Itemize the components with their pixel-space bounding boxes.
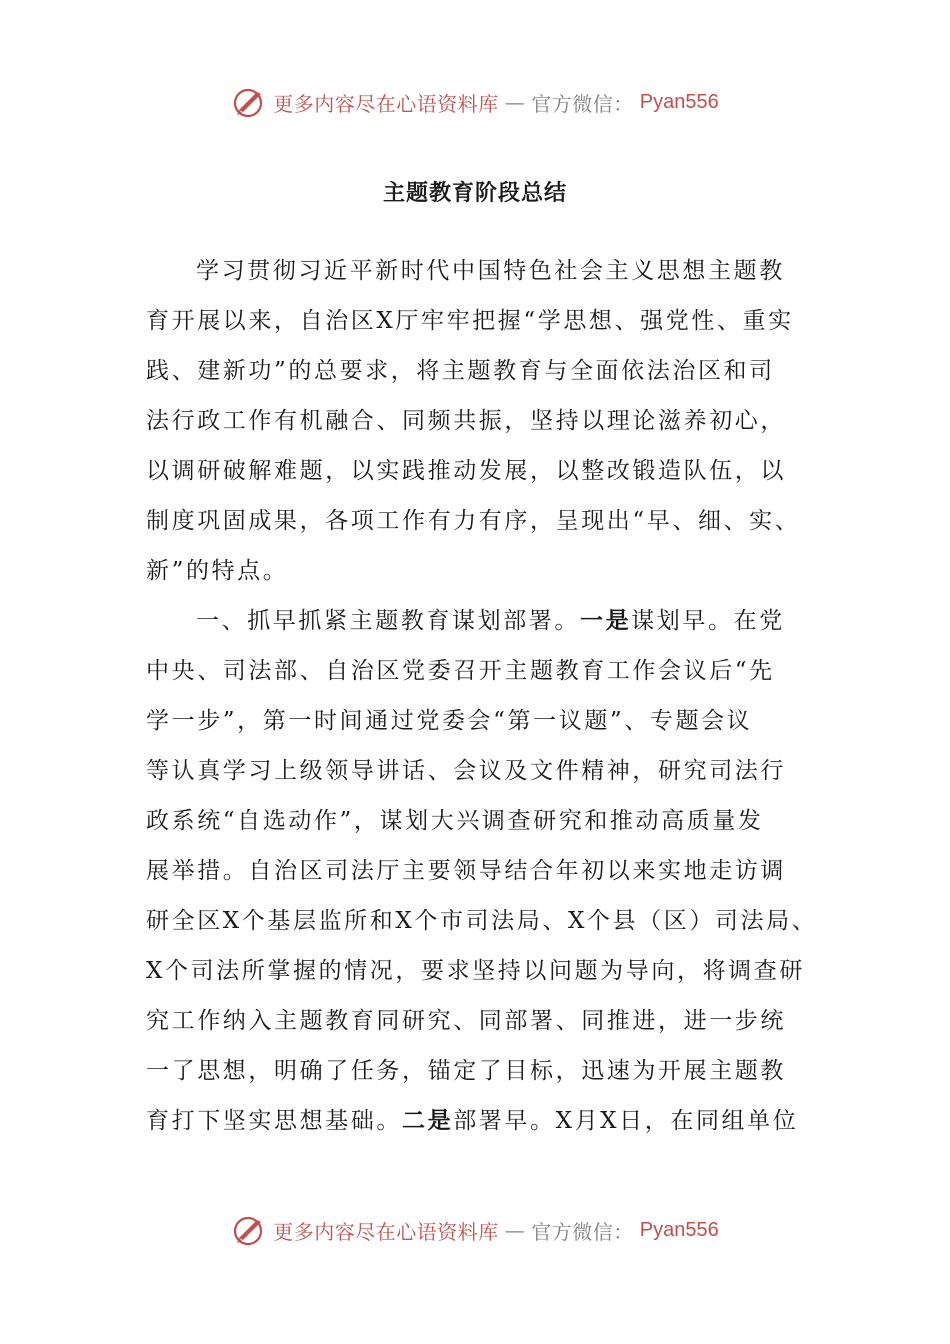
body-line: 政系统“自选动作”，谋划大兴调查研究和推动高质量发 — [146, 808, 764, 834]
watermark-id: Pyan556 — [639, 90, 719, 113]
body-line-pre: 一、抓早抓紧主题教育谋划部署。 — [196, 608, 580, 634]
document-title: 主题教育阶段总结 — [382, 181, 567, 206]
body-line: 新”的特点。 — [146, 558, 289, 584]
body-line: 等认真学习上级领导讲话、会议及文件精神，研究司法行 — [146, 758, 786, 784]
body-line-bold: 二是 — [402, 1107, 454, 1134]
body-line-bold: 一是 — [580, 607, 632, 634]
watermark-dash: — — [504, 1218, 526, 1242]
body-line: 制度巩固成果，各项工作有力有序，呈现出“早、细、实、 — [146, 508, 801, 534]
watermark-text-main: 更多内容尽在心语资料库 — [273, 91, 499, 116]
body-line: 展举措。自治区司法厅主要领导结合年初以来实地走访调 — [146, 858, 786, 884]
watermark-dash: — — [504, 90, 526, 114]
body-line: 中央、司法部、自治区党委召开主题教育工作会议后“先 — [146, 658, 775, 684]
body-line — [196, 596, 785, 646]
body-line: 一了思想，明确了任务，锚定了目标，迅速为开展主题教 — [146, 1058, 786, 1084]
pen-circle-logo-icon — [231, 84, 267, 120]
watermark-suffix: 官方微信： — [531, 1219, 634, 1244]
body-line: 育开展以来，自治区X厅牢牢把握“学思想、强党性、重实 — [146, 308, 794, 334]
body-line: 法行政工作有机融合、同频共振，坚持以理论滋养初心， — [146, 408, 786, 434]
body-line: 学一步”，第一时间通过党委会“第一议题”、专题会议 — [146, 708, 753, 734]
pen-circle-logo-icon — [231, 1212, 267, 1248]
body-line-post: 部署早。X月X日，在同组单位 — [453, 1108, 799, 1134]
body-line: X个司法所掌握的情况，要求坚持以问题为导向，将调查研 — [146, 958, 805, 984]
watermark-id: Pyan556 — [639, 1218, 719, 1241]
body-line: 践、建新功”的总要求，将主题教育与全面依法治区和司 — [146, 358, 775, 384]
body-line-pre: 育打下坚实思想基础。 — [146, 1108, 402, 1134]
body-line-post: 谋划早。在党 — [631, 608, 785, 634]
watermark-banner-top — [0, 82, 950, 122]
body-line: 究工作纳入主题教育同研究、同部署、同推进，进一步统 — [146, 1008, 786, 1034]
body-line: 学习贯彻习近平新时代中国特色社会主义思想主题教 — [196, 258, 785, 284]
watermark-banner-bottom — [0, 1210, 950, 1250]
body-line: 研全区X个基层监所和X个市司法局、X个县（区）司法局、 — [146, 908, 818, 934]
watermark-text-main: 更多内容尽在心语资料库 — [273, 1219, 499, 1244]
body-line — [146, 1096, 798, 1146]
body-line: 以调研破解难题，以实践推动发展，以整改锻造队伍，以 — [146, 458, 786, 484]
watermark-suffix: 官方微信： — [531, 91, 634, 116]
